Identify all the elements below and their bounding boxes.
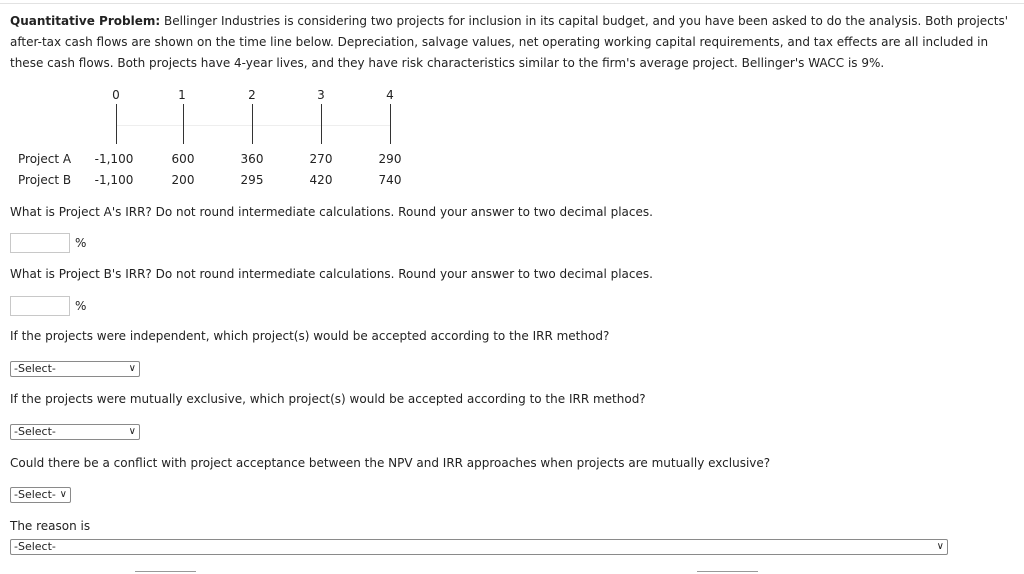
problem-text: Bellinger Industries is considering two projects for inclusion in its capital budget, and you have been asked to do the analysis. Both projects' after-tax cash flows are shown on the time line below. Depreciation, salvage values, net operating working capital requirements, and tax effects are all included in these cash flows. Both projects have 4-year lives, and they have risk characteristics similar to the firm's average project. Bellinger's WACC is 9%. [10,14,1009,70]
project-a-flow-3: 270 [309,152,333,166]
project-b-flow-3: 420 [309,173,333,187]
irr-b-input[interactable] [10,296,70,316]
conflict-select-value: -Select- [14,488,56,501]
irr-a-input[interactable] [10,233,70,253]
period-0-tick [116,104,117,144]
problem-label: Quantitative Problem: [10,14,161,28]
project-b-flow-1: 200 [171,173,195,187]
chevron-down-icon: ∨ [936,541,944,552]
reason-label: The reason is [10,519,91,533]
project-b-label: Project B [18,173,72,187]
period-4-tick [390,104,391,144]
period-1-label: 1 [178,88,186,102]
irr-b-percent: % [75,299,87,313]
period-1-tick [183,104,184,144]
conflict-select[interactable] [10,487,71,503]
independent-select[interactable] [10,361,140,377]
period-3-label: 3 [317,88,325,102]
period-4-label: 4 [386,88,394,102]
top-divider [0,3,1024,4]
question-independent: If the projects were independent, which project(s) would be accepted according to the IRR method? [10,329,610,343]
project-b-flow-4: 740 [378,173,402,187]
period-0-label: 0 [112,88,120,102]
project-a-flow-0: -1,100 [94,152,134,166]
question-irr-a: What is Project A's IRR? Do not round intermediate calculations. Round your answer to two decimal places. [10,205,653,219]
question-conflict: Could there be a conflict with project acceptance between the NPV and IRR approaches when projects are mutually exclusive? [10,456,771,470]
project-b-flow-0: -1,100 [94,173,134,187]
question-irr-b: What is Project B's IRR? Do not round intermediate calculations. Round your answer to two decimal places. [10,267,653,281]
problem-statement [10,11,1010,74]
reason-select-value: -Select- [14,540,56,553]
project-b-flow-2: 295 [240,173,264,187]
question-mutually-exclusive: If the projects were mutually exclusive, which project(s) would be accepted according to the IRR method? [10,392,646,406]
project-a-flow-1: 600 [171,152,195,166]
period-3-tick [321,104,322,144]
chevron-down-icon: ∨ [128,426,136,437]
period-2-tick [252,104,253,144]
project-a-label: Project A [18,152,72,166]
chevron-down-icon: ∨ [128,363,136,374]
mutually-exclusive-select-value: -Select- [14,425,56,438]
period-2-label: 2 [248,88,256,102]
reason-select[interactable] [10,539,948,555]
project-a-flow-2: 360 [240,152,264,166]
mutually-exclusive-select[interactable] [10,424,140,440]
timeline-baseline [116,125,390,126]
independent-select-value: -Select- [14,362,56,375]
chevron-down-icon: ∨ [59,489,67,500]
irr-a-percent: % [75,236,87,250]
project-a-flow-4: 290 [378,152,402,166]
